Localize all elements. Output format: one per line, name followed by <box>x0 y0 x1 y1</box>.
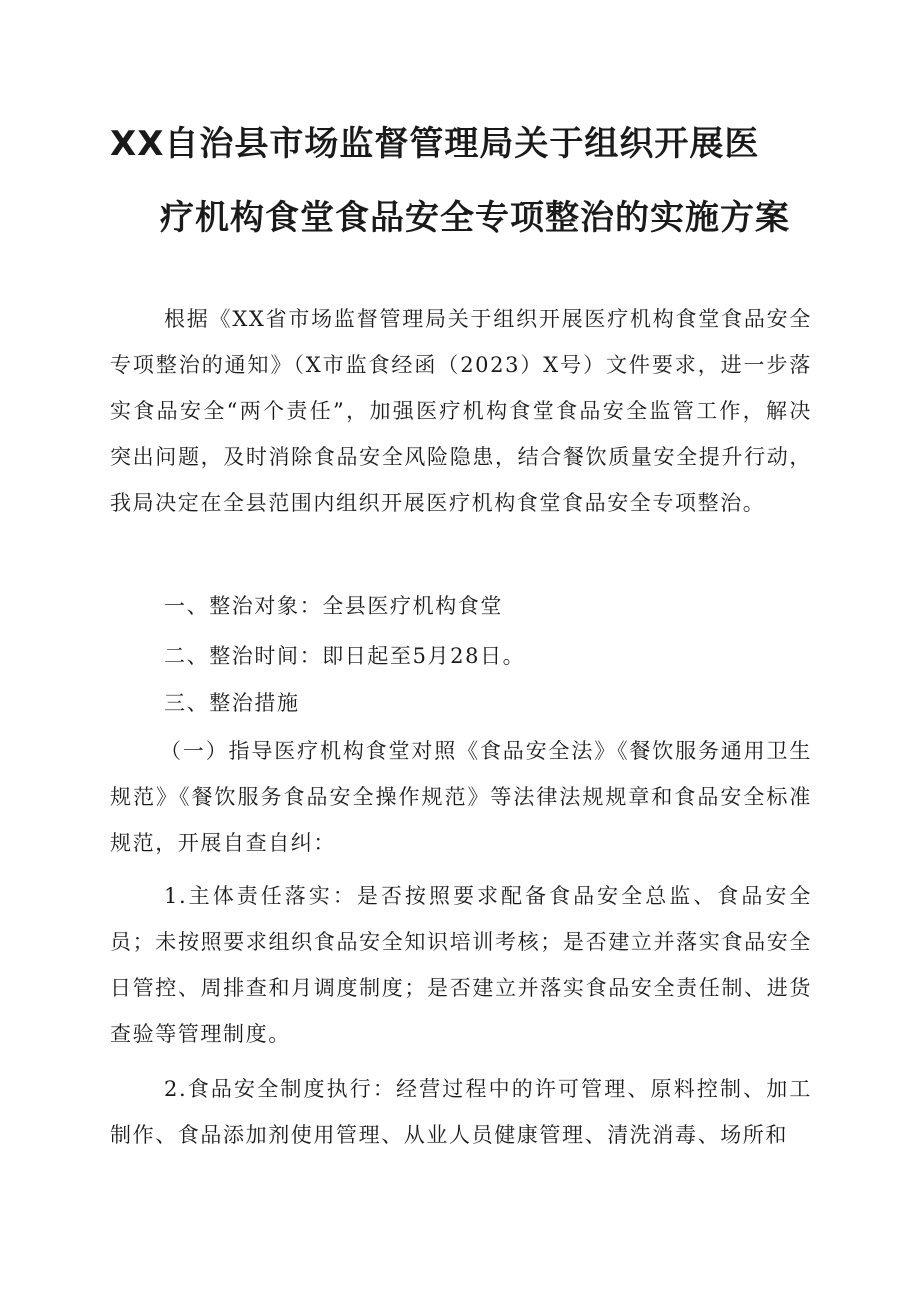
measure-1-paragraph: （一）指导医疗机构食堂对照《食品安全法》《餐饮服务通用卫生规范》《餐饮服务食品安全操作规范》等法律法规规章和食品安全标准规范，开展自查自纠： <box>110 739 812 855</box>
section-time: 二、整治时间：即日起至5月28日。 <box>164 644 526 668</box>
intro-paragraph: 根据《XX省市场监督管理局关于组织开展医疗机构食堂食品安全专项整治的通知》（X市监食经函（2023）X号）文件要求，进一步落实食品安全“两个责任”，加强医疗机构食堂食品安全监管工作，解决突出问题，及时消除食品安全风险隐患，结合餐饮质量安全提升行动，我局决定在全县范围内组织开展医疗机构食堂食品安全专项整治。 <box>110 307 812 515</box>
section-measures-heading: 三、整治措施 <box>164 691 300 715</box>
measure-item-1: 1.主体责任落实：是否按照要求配备食品安全总监、食品安全员；未按照要求组织食品安全知识培训考核；是否建立并落实食品安全日管控、周排查和月调度制度；是否建立并落实食品安全责任制、进货查验等管理制度。 <box>110 884 812 1046</box>
measure-item-2: 2.食品安全制度执行：经营过程中的许可管理、原料控制、加工制作、食品添加剂使用管理、从业人员健康管理、清洗消毒、场所和 <box>110 1077 812 1147</box>
document-title-line-2: 疗机构食堂食品安全专项整治的实施方案 <box>160 198 790 238</box>
section-target: 一、整治对象：全县医疗机构食堂 <box>164 594 503 618</box>
document-title-line-1: XX自治县市场监督管理局关于组织开展医 <box>110 124 760 164</box>
